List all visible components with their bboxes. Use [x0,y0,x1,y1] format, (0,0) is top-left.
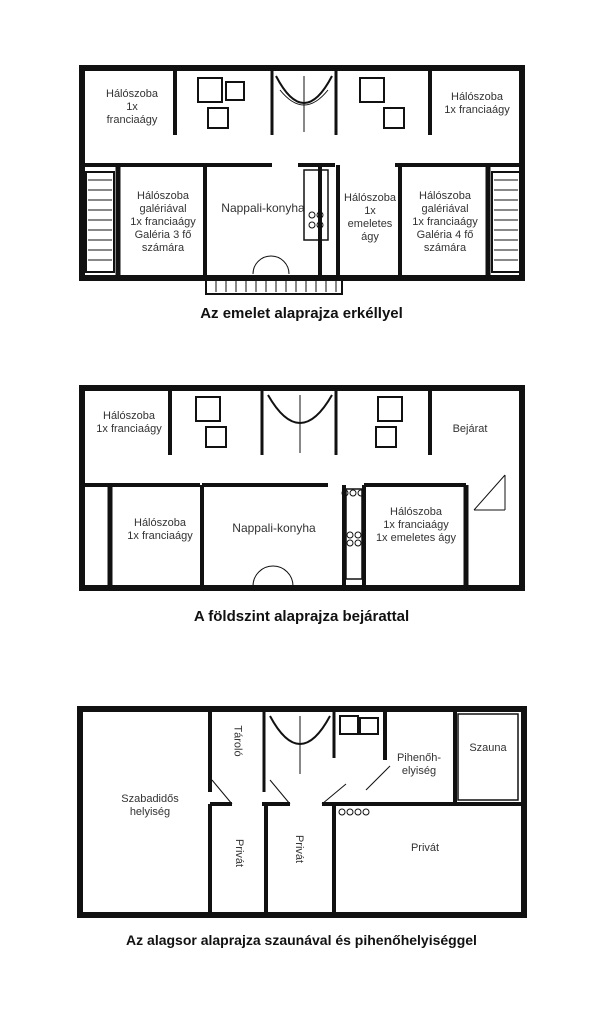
room-label: Szabadidős helyiség [121,793,179,818]
room-label: Tároló [231,725,244,757]
room-label: Privát [233,838,246,868]
room-label: Privát [293,834,306,864]
room-label: Hálószoba galériával 1x franciaágy Galéria 3 fő számára [130,190,196,254]
room-label: Hálószoba 1x franciaágy [127,517,193,542]
plan-caption: Az emelet alaprajza erkéllyel [200,305,403,322]
room-label: Nappali-konyha [232,521,316,535]
room-label: Hálószoba 1x franciaágy [106,88,158,126]
room-label: Hálószoba 1x emeletes ágy [344,192,396,243]
basement-plan [0,700,603,930]
room-label: Nappali-konyha [221,201,305,215]
plan-caption: A földszint alaprajza bejárattal [193,608,410,625]
room-label: Privát [410,842,440,854]
room-label: Szauna [469,742,507,754]
room-label: Hálószoba galériával 1x franciaágy Galéria 4 fő számára [412,190,478,254]
room-label: Hálószoba 1x franciaágy [96,410,162,435]
room-label: Pihenőh- elyiség [396,752,442,777]
room-label: Bejárat [452,423,488,435]
upper-floor-plan [0,0,603,330]
plan-caption: Az alagsor alaprajza szaunával és pihenőhelyiséggel [126,932,477,948]
room-label: Hálószoba 1x franciaágy [444,91,510,116]
room-label: Hálószoba 1x franciaágy 1x emeletes ágy [375,506,457,544]
